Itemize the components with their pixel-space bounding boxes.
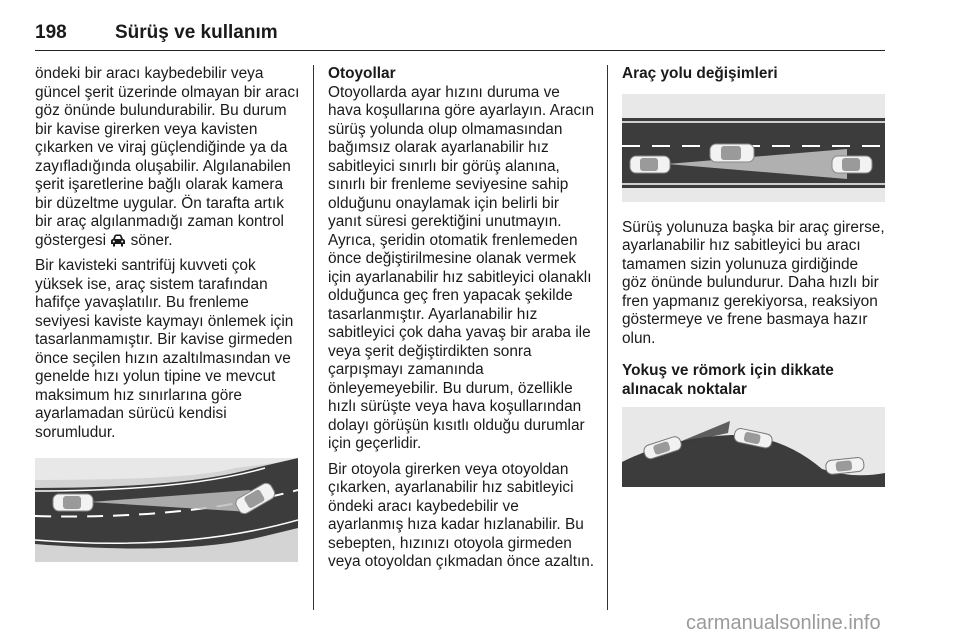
curve-road-drawing	[35, 458, 298, 562]
own-car	[630, 156, 670, 173]
heading-hills-trailer: Yokuş ve römork için dikkate alınacak noktalar	[622, 362, 834, 398]
paragraph-highways: Otoyollarda ayar hızını duruma ve hava koşullarına göre ayarlayın. Aracın sürüş yolunda olup olmamasından bağımsız olarak ayarlanabilir hız sabitleyici sınırlı bir görüş alanına, sınırlı bir frenleme seviyesine sahip olduğunu onaylamak için belirli bir yanıt süresi gerektiğini unutmayın. Ayrıca, şeridin otomatik frenlemeden önce değiştirilmesine olanak vermek için ayarlanabilir hız sabitleyici olanaklı olduğunca geç fren yapacak şekilde tasarlanmıştır. Ayarlanabilir hız sabitleyici çok daha yavaş bir araba ile veya şerit değiştirdikten sonra çarpışmayı zamanında önleyemeyebilir. Bu durum, özellikle hızlı sürüşte veya hava koşullarından dolayı görüşün kısıtlı olduğu durumlar için geçerlidir.	[328, 83, 595, 452]
car-ahead-icon	[110, 234, 126, 247]
illustration-lane-change	[622, 94, 885, 202]
column-2	[328, 65, 596, 579]
paragraph-highway-entry: Bir otoyola girerken veya otoyoldan çıkarken, ayarlanabilir hız sabitleyici öndeki aracı kaybedebilir ve ayarlanmış hıza kadar hızlanabilir. Bu sebepten, hızınızı otoyola girmeden veya otoyoldan çıkmadan önce azaltın.	[328, 460, 595, 570]
paragraph-curve-lane: öndeki bir aracı kaybedebilir veya güncel şerit üzerinde olmayan bir aracı göz önünde bulundurabilir. Bu durum bir kavise girerken veya kavisten çıkarken ve viraj güçlendiğinde ya da zayıfladığında oluşabilir. Algılanabilen şerit işaretlerine bağlı olarak kamera bir düzeltme uygular. Ön tarafta artık bir araç algılanmadığı zaman kontrol göstergesi söner.	[35, 65, 300, 249]
paragraph-centrifugal: Bir kavisteki santrifüj kuvveti çok yüksek ise, araç sistem tarafından hafifçe yavaşlatılır. Bu frenleme seviyesi kaviste kaymayı önlemek için tasarlanmamıştır. Bir kavise girmeden önce seçilen hızın azaltılmasından ve genelde hızı yolun tipine ve mevcut maksimum hız sınırlarına göre ayarlamadan sürücü kendisi sorumludur.	[35, 257, 294, 441]
own-car	[53, 494, 93, 511]
merging-car	[710, 144, 754, 162]
heading-highways: Otoyollar	[328, 65, 396, 82]
column-divider-2	[607, 65, 608, 610]
illustration-curve-detection	[35, 458, 298, 562]
illustration-hills	[622, 407, 885, 487]
paragraph-lane-changes: Sürüş yolunuza başka bir araç girerse, ayarlanabilir hız sabitleyici bu aracı tamamen sizin yolunuza girdiğinde göz önünde bulundurur. Daha hızlı bir fren yapmanız gerekiyorsa, reaksiyon göstermeye ve frene basmaya hazır olun.	[622, 218, 885, 347]
column-divider-1	[313, 65, 314, 610]
lane-change-drawing	[622, 94, 885, 202]
car-front	[832, 156, 872, 173]
page-number: 198	[35, 22, 67, 43]
chapter-title: Sürüş ve kullanım	[115, 22, 278, 43]
heading-lane-changes: Araç yolu değişimleri	[622, 65, 778, 82]
hills-drawing	[622, 407, 885, 487]
column-1	[35, 65, 300, 449]
watermark: carmanualsonline.info	[686, 612, 881, 634]
page-header	[35, 20, 885, 51]
